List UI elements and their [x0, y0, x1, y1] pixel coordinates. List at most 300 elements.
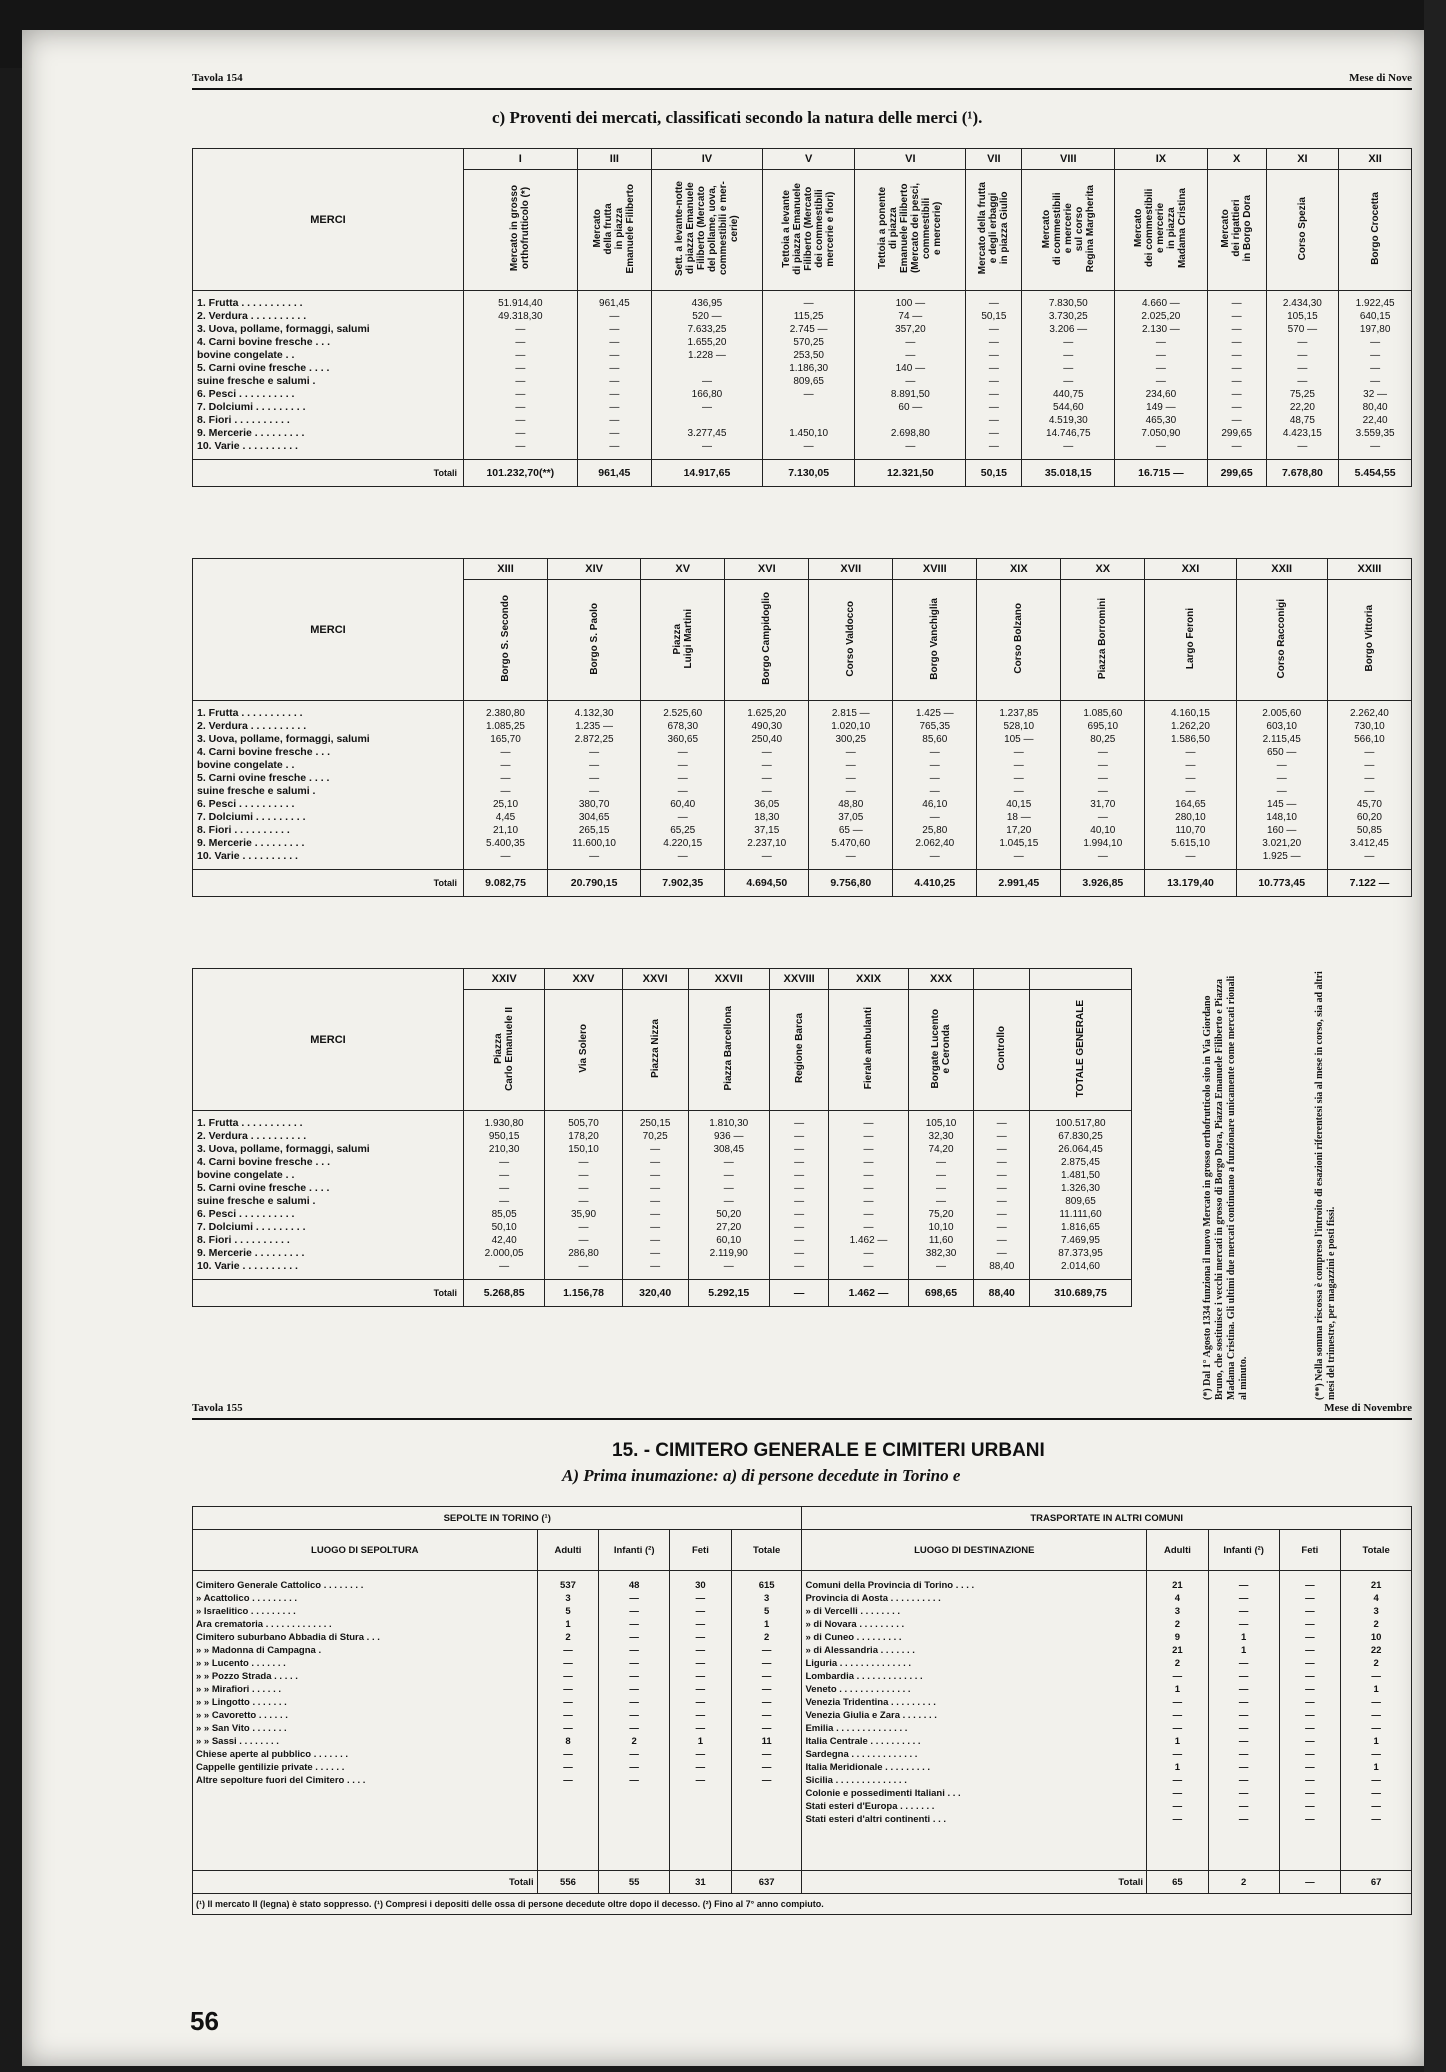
cell-value: 1.237,85	[999, 708, 1039, 719]
cell-value: 50,10	[491, 1222, 517, 1233]
cell-value: 1.586,50	[1170, 734, 1210, 745]
cell-value: 2.000,05	[484, 1248, 524, 1259]
cell-value: —	[677, 786, 688, 797]
cell-value: 7.633,25	[687, 324, 727, 335]
col-feti: Feti	[670, 1530, 732, 1571]
merci-item: 8. Fiori . . . . . . . . . .	[197, 1234, 290, 1246]
burial-place-entry: » » Pozzo Strada . . . . .	[196, 1671, 298, 1682]
cell-value: —	[1155, 350, 1166, 361]
cell-value: —	[905, 350, 916, 361]
market-name-header	[545, 990, 622, 1111]
column-total: 50,15	[966, 460, 1022, 487]
cell-value: —	[1364, 773, 1375, 784]
merci-header: MERCI	[193, 149, 464, 291]
value-column	[1145, 701, 1236, 870]
cell-value: 308,45	[713, 1144, 745, 1155]
transfer-feti-entry: —	[1305, 1645, 1315, 1656]
cell-value: 18 —	[1006, 812, 1031, 823]
transfer-feti-entry: —	[1305, 1801, 1315, 1812]
cell-value: —	[515, 389, 526, 400]
transfer-totale-entry: 10	[1370, 1632, 1382, 1643]
destination-entry: Liguria . . . . . . . . . . . . . .	[805, 1658, 912, 1669]
cell-value: 14.746,75	[1046, 428, 1091, 439]
cell-value: —	[996, 1183, 1007, 1194]
cell-value: —	[905, 441, 916, 452]
total-value: 637	[731, 1871, 802, 1894]
cell-value: —	[996, 1248, 1007, 1259]
column-number: XXX	[908, 969, 974, 990]
cell-value: 1.925 —	[1262, 851, 1301, 862]
divider	[192, 88, 1412, 90]
markets-table-1	[192, 148, 1412, 487]
cell-value: 253,50	[793, 350, 824, 361]
market-name-header	[1022, 170, 1115, 291]
market-name-header	[1327, 580, 1411, 701]
merci-item: 10. Varie . . . . . . . . . .	[197, 1260, 298, 1272]
merci-item: 5. Carni ovine fresche . . . .	[197, 772, 330, 784]
transfer-adulti-entry: 2	[1174, 1619, 1181, 1630]
cell-value: —	[794, 1131, 805, 1142]
cell-value: —	[1231, 389, 1242, 400]
scan-right-border	[1424, 0, 1446, 2072]
footnote-2: (**) Nella somma riscossa è compreso l'introito di esazioni riferentesi sia al mese in corso, sia ad altri mesi del trimestre, per magazzini e posti fissi.	[1314, 971, 1337, 1400]
cell-value: 4.423,15	[1282, 428, 1322, 439]
value-column	[1236, 701, 1327, 870]
cell-value: —	[996, 1235, 1007, 1246]
cell-value: —	[1013, 786, 1024, 797]
transfer-infanti-entry: —	[1238, 1580, 1249, 1591]
cell-value: 678,30	[667, 721, 699, 732]
transfer-totale-entry: 22	[1370, 1645, 1382, 1656]
table-label-155: Tavola 155	[192, 1402, 243, 1414]
burial-adulti-entry: —	[563, 1710, 573, 1721]
transfer-totale-entry: —	[1371, 1775, 1381, 1786]
cell-value: 17,20	[1006, 825, 1032, 836]
destination-entry: Venezia Tridentina . . . . . . . . .	[805, 1697, 936, 1708]
cell-value: 36,05	[754, 799, 780, 810]
cell-value: 1.326,30	[1061, 1183, 1100, 1194]
market-name: Tettoia a levante di piazza Emanuele Filiberto (Mercato dei commestibili mercerie e fiori)	[781, 182, 837, 275]
transfer-totale-entry: —	[1371, 1801, 1381, 1812]
cell-value: —	[794, 1183, 805, 1194]
cell-value: —	[515, 428, 526, 439]
market-name-header	[1030, 990, 1132, 1111]
cell-value: —	[1097, 773, 1108, 784]
cell-value: —	[499, 1157, 510, 1168]
destination-entry: Comuni della Provincia di Torino . . . .	[805, 1580, 975, 1591]
market-name-header	[855, 170, 966, 291]
value-column	[1207, 291, 1266, 460]
market-name-header	[548, 580, 641, 701]
cell-value: —	[609, 350, 620, 361]
totals-label: Totali	[193, 870, 464, 897]
burial-adulti-entry: 2	[565, 1632, 571, 1643]
cell-value: —	[1297, 363, 1308, 374]
column-total: 12.321,50	[855, 460, 966, 487]
column-total: 9.082,75	[464, 870, 548, 897]
cell-value: 1.045,15	[999, 838, 1039, 849]
burial-feti-entry: 1	[697, 1736, 704, 1747]
transfer-infanti-entry: —	[1238, 1775, 1249, 1786]
merci-item: 1. Frutta . . . . . . . . . . .	[197, 297, 303, 309]
merci-item: 1. Frutta . . . . . . . . . . .	[197, 707, 303, 719]
cell-value: 603,10	[1266, 721, 1297, 732]
cell-value: —	[589, 851, 600, 862]
transfer-feti-entry: —	[1305, 1788, 1315, 1799]
cell-value: 150,10	[568, 1144, 599, 1155]
cell-value: —	[1231, 324, 1242, 335]
cell-value: 25,80	[922, 825, 948, 836]
transfer-adulti-entry: 21	[1172, 1645, 1183, 1656]
cell-value: —	[863, 1157, 874, 1168]
burial-totale	[731, 1571, 802, 1871]
burial-feti-entry: —	[695, 1645, 706, 1656]
cell-value: 2.525,60	[663, 708, 703, 719]
cell-value: —	[1063, 350, 1074, 361]
cell-value: 528,10	[1003, 721, 1035, 732]
column-total: 101.232,70(**)	[464, 460, 578, 487]
cell-value: 110,70	[1175, 825, 1206, 836]
transfer-feti-entry: —	[1305, 1593, 1315, 1604]
cell-value: 1.994,10	[1083, 838, 1123, 849]
transfer-infanti-entry: —	[1238, 1723, 1249, 1734]
cell-value: —	[1185, 760, 1196, 771]
cell-value: 357,20	[895, 324, 926, 335]
cell-value: 4.132,30	[574, 708, 614, 719]
column-total: 961,45	[577, 460, 651, 487]
cell-value: 280,10	[1175, 812, 1206, 823]
total-value: 65	[1147, 1871, 1209, 1894]
col-adulti: Adulti	[1147, 1530, 1209, 1571]
value-column	[688, 1111, 769, 1280]
cell-value: 950,15	[488, 1131, 520, 1142]
transfer-totale-entry: —	[1371, 1749, 1381, 1760]
column-number: XXIII	[1327, 559, 1411, 580]
value-column	[769, 1111, 829, 1280]
cell-value: 4,45	[495, 812, 516, 823]
destination-entry: » di Cuneo . . . . . . . . .	[805, 1632, 902, 1643]
merci-item: 9. Mercerie . . . . . . . . .	[197, 837, 305, 849]
cell-value: 37,15	[754, 825, 780, 836]
market-name-header	[966, 170, 1022, 291]
merci-item: 2. Verdura . . . . . . . . . .	[197, 1130, 307, 1142]
cell-value: —	[589, 773, 600, 784]
cell-value: —	[761, 851, 772, 862]
cell-value: 3.559,35	[1355, 428, 1395, 439]
cell-value: —	[988, 298, 999, 309]
cell-value: —	[929, 773, 940, 784]
merci-item: bovine congelate . .	[197, 759, 295, 771]
col-adulti: Adulti	[537, 1530, 599, 1571]
column-total: 2.991,45	[977, 870, 1061, 897]
cell-value: 1.816,65	[1061, 1222, 1100, 1233]
transfer-infanti-entry: —	[1238, 1593, 1249, 1604]
market-name: Tettoia a ponente di piazza Emanuele Filiberto (Mercato dei pesci, commestibili e mercerie)	[877, 183, 944, 274]
cell-value: 1.930,80	[484, 1118, 524, 1129]
market-name: Piazza Borromini	[1097, 597, 1109, 680]
burial-feti-entry: —	[695, 1762, 706, 1773]
section-caption: c) Proventi dei mercati, classificati secondo la natura delle merci (¹).	[492, 108, 983, 127]
cell-value: 436,95	[691, 298, 723, 309]
market-name: Controllo	[996, 1026, 1008, 1071]
totals-row	[193, 460, 1412, 487]
cell-value: —	[988, 337, 999, 348]
transfer-infanti-entry: —	[1238, 1814, 1249, 1825]
transfer-adulti-entry: —	[1172, 1775, 1183, 1786]
merci-item: 4. Carni bovine fresche . . .	[197, 336, 331, 348]
transfer-adulti-entry: 4	[1174, 1593, 1181, 1604]
cell-value: —	[609, 337, 620, 348]
value-column	[464, 291, 578, 460]
merci-item: suine fresche e salumi .	[197, 785, 316, 797]
cell-value: —	[723, 1170, 734, 1181]
cell-value: —	[845, 760, 856, 771]
burial-feti-entry: —	[695, 1775, 706, 1786]
burial-feti-entry: —	[695, 1593, 706, 1604]
market-name: Mercato della frutta in piazza Emanuele Filiberto	[592, 183, 637, 274]
cell-value: —	[609, 415, 620, 426]
burial-infanti-entry: —	[629, 1710, 639, 1721]
cell-value: —	[578, 1170, 589, 1181]
transfer-totale-entry: —	[1371, 1697, 1381, 1708]
page-number: 56	[190, 2006, 219, 2036]
merci-item: 6. Pesci . . . . . . . . . .	[197, 388, 295, 400]
column-total: 7.130,05	[762, 460, 855, 487]
column-total: 299,65	[1207, 460, 1266, 487]
merci-item: 7. Dolciumi . . . . . . . . .	[197, 401, 306, 413]
value-column	[977, 701, 1061, 870]
market-name-header	[908, 990, 974, 1111]
transfer-infanti-entry: —	[1238, 1749, 1249, 1760]
cell-value: —	[650, 1248, 661, 1259]
cell-value: 1.462 —	[849, 1235, 888, 1246]
burial-totale-entry: —	[761, 1645, 772, 1656]
cell-value: —	[515, 376, 526, 387]
transfer-infanti-entry: —	[1238, 1684, 1249, 1695]
transfer-totale-entry: 21	[1370, 1580, 1382, 1591]
cell-value: —	[500, 851, 511, 862]
cell-value: —	[794, 1196, 805, 1207]
column-number: XIII	[464, 559, 548, 580]
cell-value: 105,15	[1287, 311, 1318, 322]
cell-value: 60 —	[898, 402, 923, 413]
column-number: VI	[855, 149, 966, 170]
cell-value: —	[761, 773, 772, 784]
burial-infanti-entry: 2	[631, 1736, 637, 1747]
value-column	[1339, 291, 1412, 460]
cell-value: 4.660 —	[1141, 298, 1180, 309]
col-totale: Totale	[1341, 1530, 1412, 1571]
cell-value: —	[515, 441, 526, 452]
column-total: 5.454,55	[1339, 460, 1412, 487]
column-number: III	[577, 149, 651, 170]
burial-adulti-entry: —	[563, 1684, 573, 1695]
markets-table-2	[192, 558, 1412, 897]
transfer-adulti-entry: 1	[1174, 1684, 1181, 1695]
column-number: XIV	[548, 559, 641, 580]
cell-value: —	[1155, 337, 1166, 348]
roman-header-row	[193, 559, 1412, 580]
transfer-infanti-entry: —	[1238, 1788, 1249, 1799]
cell-value: —	[988, 441, 999, 452]
cell-value: —	[609, 441, 620, 452]
cell-value: —	[988, 402, 999, 413]
cell-value: —	[1231, 363, 1242, 374]
cell-value: 809,65	[793, 376, 824, 387]
burial-adulti-entry: —	[563, 1749, 573, 1760]
column-total: 7.902,35	[641, 870, 725, 897]
column-number: IV	[652, 149, 763, 170]
cell-value: —	[578, 1196, 589, 1207]
cell-value: —	[1063, 441, 1074, 452]
cell-value: 1.922,45	[1355, 298, 1395, 309]
transfer-adulti-entry: —	[1172, 1697, 1183, 1708]
cell-value: —	[863, 1261, 874, 1272]
burial-infanti-entry: —	[629, 1697, 639, 1708]
market-name-header	[464, 170, 578, 291]
cell-value: 10,10	[928, 1222, 954, 1233]
burial-feti-entry: —	[695, 1710, 706, 1721]
cell-value: 570,25	[793, 337, 824, 348]
cell-value: —	[609, 311, 620, 322]
cell-value: —	[515, 415, 526, 426]
values-row	[193, 291, 1412, 460]
market-name-header	[1266, 170, 1339, 291]
column-total: 1.156,78	[545, 1280, 622, 1307]
cell-value: —	[1231, 376, 1242, 387]
destination-entry: Veneto . . . . . . . . . . . . . .	[805, 1684, 911, 1695]
cell-value: —	[500, 747, 511, 758]
market-name: Borgo Vittoria	[1363, 605, 1375, 672]
cell-value: —	[677, 773, 688, 784]
cell-value: 380,70	[578, 799, 610, 810]
cell-value: —	[905, 376, 916, 387]
merci-item: 7. Dolciumi . . . . . . . . .	[197, 811, 306, 823]
cell-value: —	[863, 1209, 874, 1220]
burial-totale-entry: —	[761, 1658, 772, 1669]
column-total: 5.268,85	[464, 1280, 545, 1307]
column-number: VII	[966, 149, 1022, 170]
cell-value: 74 —	[898, 311, 923, 322]
column-number: XXVII	[688, 969, 769, 990]
value-column	[855, 291, 966, 460]
cell-value: —	[988, 389, 999, 400]
col-luogo: LUOGO DI SEPOLTURA	[193, 1530, 538, 1571]
cell-value: —	[499, 1196, 510, 1207]
cell-value: 2.872,25	[574, 734, 614, 745]
cell-value: 26.064,45	[1058, 1144, 1103, 1155]
merci-item: 9. Mercerie . . . . . . . . .	[197, 427, 305, 439]
burial-totale-entry: —	[761, 1671, 772, 1682]
merci-item: 8. Fiori . . . . . . . . . .	[197, 414, 290, 426]
cell-value: —	[1276, 773, 1287, 784]
cell-value: —	[1276, 786, 1287, 797]
cell-value: 32,30	[928, 1131, 954, 1142]
cell-value: 21,10	[492, 825, 519, 836]
value-column	[725, 701, 809, 870]
burial-totale-entry: —	[761, 1697, 772, 1708]
cell-value: —	[609, 428, 620, 439]
cell-value: —	[794, 1248, 805, 1259]
burial-place-entry: Cimitero Generale Cattolico . . . . . . . .	[196, 1580, 364, 1591]
column-total: 13.179,40	[1145, 870, 1236, 897]
cell-value: —	[1364, 851, 1375, 862]
cell-value: —	[515, 324, 526, 335]
month-label-2: Mese di Novembre	[1324, 1402, 1412, 1414]
cell-value: —	[794, 1261, 805, 1272]
cell-value: —	[1231, 298, 1242, 309]
burial-totale-entry: 3	[763, 1593, 770, 1604]
cell-value: 2.237,10	[747, 838, 787, 849]
merci-item: 6. Pesci . . . . . . . . . .	[197, 1208, 295, 1220]
cell-value: 2.380,80	[486, 708, 525, 719]
cell-value: —	[500, 773, 511, 784]
burial-adulti-entry: —	[563, 1658, 573, 1669]
cell-value: —	[794, 1118, 805, 1129]
cell-value: —	[677, 812, 688, 823]
cell-value: 3.412,45	[1349, 838, 1389, 849]
cell-value: —	[996, 1144, 1007, 1155]
cell-value: 490,30	[751, 721, 783, 732]
burial-adulti-entry: —	[563, 1762, 573, 1773]
market-name: Mercato dei rigattieri in Borgo Dora	[1220, 195, 1254, 262]
market-name: Corso Spezia	[1296, 196, 1308, 261]
burial-infanti-entry: 48	[628, 1580, 640, 1591]
market-name-header	[725, 580, 809, 701]
market-name-header	[464, 580, 548, 701]
destination-entry: Italia Meridionale . . . . . . . . .	[805, 1762, 931, 1773]
cell-value: —	[936, 1196, 947, 1207]
market-name-header	[977, 580, 1061, 701]
cell-value	[765, 401, 853, 414]
cell-value: 25,10	[492, 799, 519, 810]
cell-value: —	[936, 1170, 947, 1181]
cell-value: 5.615,10	[1170, 838, 1210, 849]
burial-place-entry: » » Lingotto . . . . . . .	[196, 1697, 287, 1708]
transfer-infanti-entry: —	[1238, 1801, 1249, 1812]
burial-infanti-entry: —	[629, 1684, 639, 1695]
cell-value: 210,30	[488, 1144, 520, 1155]
burial-feti-entry: —	[695, 1684, 706, 1695]
burial-infanti-entry: —	[629, 1671, 639, 1682]
transfer-feti-entry: —	[1305, 1775, 1315, 1786]
market-name-header	[1115, 170, 1208, 291]
cell-value: —	[929, 760, 940, 771]
cell-value: —	[1013, 747, 1024, 758]
cell-value: 4.160,15	[1170, 708, 1210, 719]
cell-value: —	[1231, 415, 1242, 426]
cell-value: —	[1097, 812, 1108, 823]
cell-value	[765, 414, 853, 427]
column-total: 1.462 —	[829, 1280, 908, 1307]
cell-value: 765,35	[919, 721, 951, 732]
cell-value: —	[929, 851, 940, 862]
cell-value: —	[794, 1222, 805, 1233]
cell-value: —	[499, 1261, 510, 1272]
cell-value: —	[723, 1196, 734, 1207]
cell-value: 178,20	[568, 1131, 599, 1142]
burial-place-entry: Chiese aperte al pubblico . . . . . . .	[196, 1749, 349, 1760]
burial-totale-entry: —	[761, 1762, 772, 1773]
cell-value: —	[609, 402, 620, 413]
cell-value: 50,15	[981, 311, 1007, 322]
market-name: Piazza Barcellona	[723, 1006, 735, 1091]
burial-totale-entry: 11	[761, 1736, 772, 1747]
burial-adulti	[537, 1571, 599, 1871]
cell-value: 936 —	[714, 1131, 744, 1142]
transfer-adulti-entry: 3	[1174, 1606, 1181, 1617]
cell-value: 1.186,30	[789, 363, 829, 374]
